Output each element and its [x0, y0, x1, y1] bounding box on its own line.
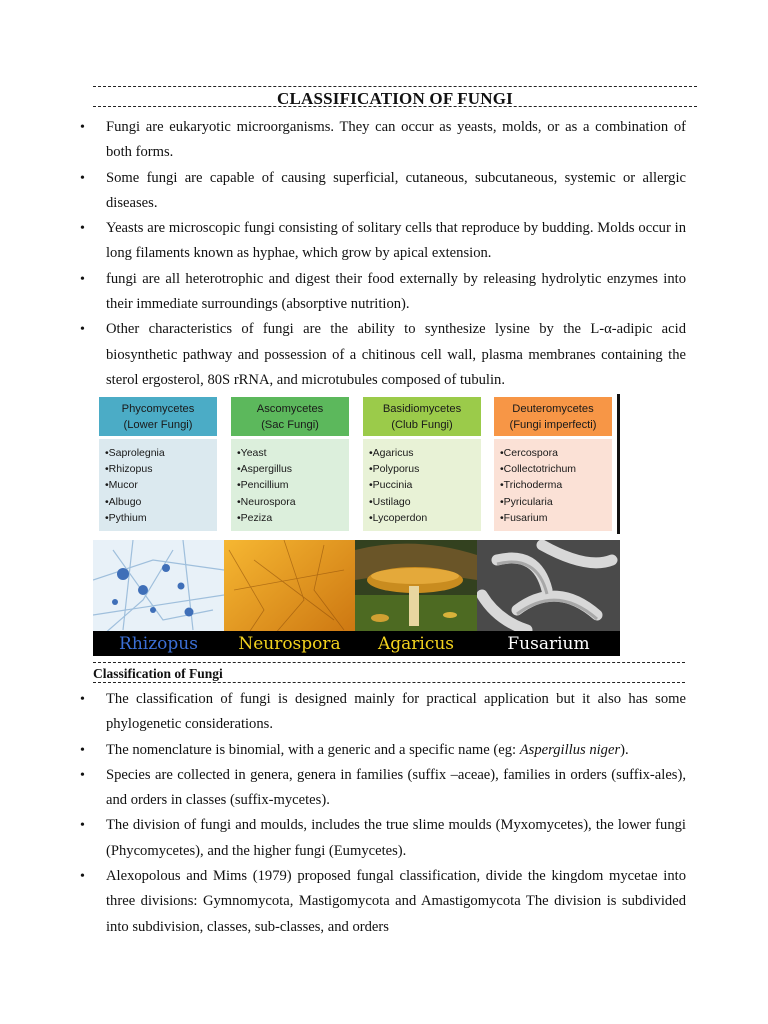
- example-item: •Yeast: [237, 447, 267, 459]
- intro-bullet: • Other characteristics of fungi are the ability to synthesize lysine by the L-α-adipic acid biosynthetic pathway and possession of a chitinous cell wall, plasma membranes containing the sterol ergosterol, 80S rRNA, and microtubules composed of tubulin.: [80, 317, 686, 393]
- example-item: •Puccinia: [369, 479, 413, 492]
- intro-bullet: • fungi are all heterotrophic and digest their food externally by releasing hydrolytic enzymes into their immediate surroundings (absorptive nutrition).: [80, 267, 686, 318]
- classification-bullet: • The division of fungi and moulds, includes the true slime moulds (Myxomycetes), the lower fungi (Phycomycetes), and the higher fungi (Eumycetes).: [80, 813, 686, 864]
- example-item: •Cercospora: [500, 447, 558, 459]
- example-item: •Polyporus: [369, 463, 420, 476]
- example-item: •Aspergillus: [237, 463, 293, 476]
- group-name: Ascomycetes: [256, 403, 324, 415]
- species-example: Aspergillus niger: [519, 741, 621, 758]
- example-item: •Trichoderma: [500, 479, 563, 492]
- group-alias: (Sac Fungi): [261, 419, 319, 431]
- classification-bullet-list: [80, 687, 686, 940]
- group-column-phycomycetes: [99, 397, 217, 531]
- example-item: •Collectotrichum: [500, 463, 577, 476]
- figure-border: [617, 394, 620, 534]
- intro-bullet-list: [80, 115, 686, 393]
- group-alias: (Lower Fungi): [123, 419, 193, 431]
- agaricus-photo: [355, 540, 477, 656]
- group-column-ascomycetes: [231, 397, 349, 531]
- fungi-groups-figure: [93, 394, 620, 656]
- group-name: Deuteromycetes: [512, 403, 594, 415]
- example-item: •Pythium: [105, 511, 147, 524]
- classification-bullet: • Species are collected in genera, genera in families (suffix –aceae), families in orders (suffix-ales), and orders in classes (suffix-mycetes).: [80, 763, 686, 814]
- classification-bullet: • The nomenclature is binomial, with a generic and a specific name (eg: Aspergillus niger).: [80, 738, 686, 763]
- intro-bullet: • Fungi are eukaryotic microorganisms. They can occur as yeasts, molds, or as a combination of both forms.: [80, 115, 686, 166]
- example-item: •Fusarium: [500, 511, 548, 524]
- example-item: •Saprolegnia: [105, 447, 165, 459]
- group-name: Phycomycetes: [121, 403, 195, 415]
- title-rule-bottom: [93, 106, 697, 108]
- group-column-deuteromycetes: [494, 397, 612, 531]
- photo-caption: Fusarium: [507, 634, 590, 654]
- group-column-basidiomycetes: [363, 397, 481, 531]
- neurospora-photo: [224, 540, 355, 656]
- classification-bullet: • The classification of fungi is designed mainly for practical application but it also has some phylogenetic considerations.: [80, 687, 686, 738]
- group-examples: [231, 439, 349, 531]
- group-header: [99, 397, 217, 436]
- group-name: Basidiomycetes: [382, 403, 462, 415]
- example-item: •Peziza: [237, 511, 273, 524]
- group-examples: [99, 439, 217, 531]
- example-item: •Mucor: [105, 479, 138, 492]
- fusarium-photo: [477, 540, 620, 656]
- section-heading: Classification of Fungi: [93, 666, 223, 681]
- group-examples: [363, 439, 481, 531]
- specimen-photo-strip: [93, 540, 620, 656]
- classification-bullet: • Alexopolous and Mims (1979) proposed fungal classification, divide the kingdom mycetae into three divisions: Gymnomycota, Mastigomycota and Amastigomycota The division is subdivided into subdivision, classes, sub-classes, and orders: [80, 864, 686, 940]
- title-rule-top: [93, 86, 697, 88]
- group-header: [494, 397, 612, 436]
- example-item: •Agaricus: [369, 447, 414, 459]
- intro-bullet: • Some fungi are capable of causing superficial, cutaneous, subcutaneous, systemic or allergic diseases.: [80, 166, 686, 217]
- example-item: •Rhizopus: [105, 463, 153, 476]
- intro-bullet: • Yeasts are microscopic fungi consisting of solitary cells that reproduce by budding. Molds occur in long filaments known as hyphae, which grow by apical extension.: [80, 216, 686, 267]
- example-item: •Ustilago: [369, 495, 411, 508]
- rhizopus-photo: [93, 540, 224, 656]
- page-title: CLASSIFICATION OF FUNGI: [276, 89, 514, 108]
- photo-caption: Neurospora: [238, 634, 341, 654]
- group-header: [231, 397, 349, 436]
- example-item: •Lycoperdon: [369, 511, 428, 524]
- example-item: •Neurospora: [237, 495, 296, 508]
- photo-caption: Agaricus: [377, 634, 455, 654]
- photo-caption: Rhizopus: [119, 634, 198, 654]
- group-header: [363, 397, 481, 436]
- group-examples: [494, 439, 612, 531]
- subheading-rule-bottom: [93, 682, 685, 684]
- subheading-rule-top: [93, 662, 685, 664]
- group-alias: (Fungi imperfecti): [509, 419, 597, 431]
- example-item: •Pyricularia: [500, 495, 553, 508]
- example-item: •Pencillium: [237, 479, 289, 492]
- example-item: •Albugo: [105, 495, 142, 508]
- group-alias: (Club Fungi): [391, 419, 453, 431]
